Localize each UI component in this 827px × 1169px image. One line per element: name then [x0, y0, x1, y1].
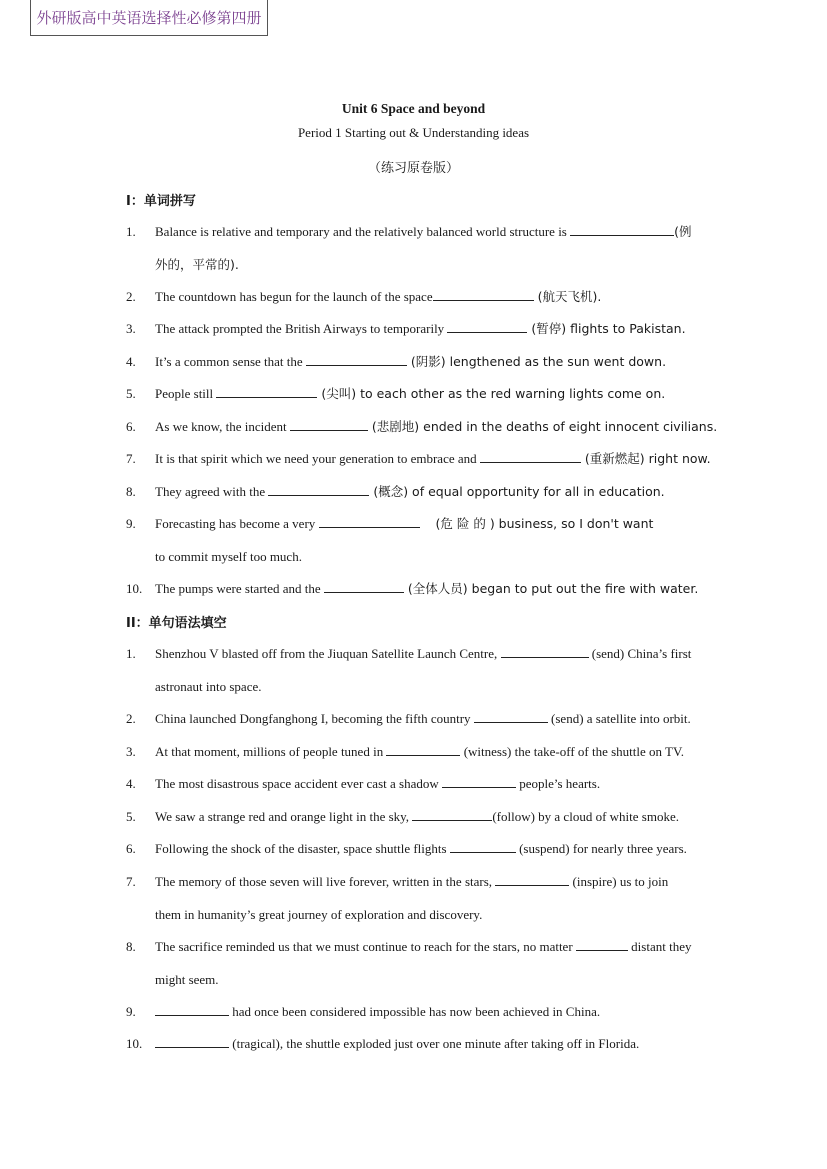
s2-question-6 — [126, 832, 754, 865]
s2-question-3 — [126, 735, 754, 768]
version-label: （练习原卷版） — [367, 161, 459, 176]
question-hint: (尖叫) to each other as the red warning lights come on. — [317, 386, 666, 401]
question-text: It’s a common sense that the — [155, 354, 306, 369]
answer-blank[interactable] — [501, 645, 589, 658]
question-hint: (全体人员) began to put out the fire with water. — [403, 581, 699, 596]
s1-question-5 — [126, 377, 754, 410]
question-text: We saw a strange red and orange light in the sky, — [155, 809, 413, 824]
answer-blank[interactable] — [442, 775, 516, 788]
question-number: 4. — [126, 776, 136, 791]
question-text: At that moment, millions of people tuned in — [155, 744, 387, 759]
answer-blank[interactable] — [324, 580, 404, 593]
header-label: 外研版高中英语选择性必修第四册 — [36, 9, 262, 27]
question-number: 5. — [126, 809, 136, 824]
s1-question-7 — [126, 442, 754, 475]
s1-question-10 — [126, 572, 754, 605]
question-text: (send) a satellite into orbit. — [547, 711, 691, 726]
answer-blank[interactable] — [319, 515, 420, 528]
s2-question-10 — [126, 1027, 754, 1060]
answer-blank[interactable] — [268, 483, 369, 496]
answer-blank[interactable] — [570, 223, 674, 236]
question-text-cont: might seem. — [155, 972, 219, 987]
question-number: 4. — [126, 354, 136, 369]
question-text: The sacrifice reminded us that we must continue to reach for the stars, no matter — [155, 939, 576, 954]
answer-blank[interactable] — [290, 418, 368, 431]
question-text: The pumps were started and the — [155, 581, 324, 596]
question-number: 2. — [126, 711, 136, 726]
question-text-cont: them in humanity’s great journey of exploration and discovery. — [155, 907, 483, 922]
question-hint: (危 险 的 ) business, so I don't want — [435, 516, 654, 531]
question-text: As we know, the incident — [155, 419, 290, 434]
section-2-heading: II：单句语法填空 — [126, 616, 227, 631]
question-number: 5. — [126, 386, 136, 401]
question-number: 7. — [126, 451, 136, 466]
question-number: 8. — [126, 939, 136, 954]
s1-question-1 — [126, 215, 754, 281]
s2-question-7 — [126, 865, 754, 931]
question-text: (suspend) for nearly three years. — [515, 841, 687, 856]
s2-question-8 — [126, 930, 754, 996]
s1-question-4 — [126, 345, 754, 378]
answer-blank[interactable] — [386, 743, 460, 756]
question-number: 9. — [126, 516, 136, 531]
question-text: It is that spirit which we need your generation to embrace and — [155, 451, 480, 466]
answer-blank[interactable] — [474, 710, 548, 723]
question-text-cont: 外的，平常的). — [155, 257, 239, 272]
question-number: 6. — [126, 841, 136, 856]
question-number: 8. — [126, 484, 136, 499]
question-text: The attack prompted the British Airways to temporarily — [155, 321, 448, 336]
question-text: They agreed with the — [155, 484, 269, 499]
question-number: 10. — [126, 1036, 143, 1051]
question-number: 7. — [126, 874, 136, 889]
question-text: Forecasting has become a very — [155, 516, 319, 531]
question-text: people’s hearts. — [515, 776, 601, 791]
s1-question-8 — [126, 475, 754, 508]
s2-question-2 — [126, 702, 754, 735]
question-hint: (例 — [674, 224, 692, 239]
question-number: 1. — [126, 224, 136, 239]
question-text-cont: astronaut into space. — [155, 679, 262, 694]
question-number: 1. — [126, 646, 136, 661]
question-text: The memory of those seven will live forever, written in the stars, — [155, 874, 496, 889]
s2-question-1 — [126, 637, 754, 703]
question-hint: (阴影) lengthened as the sun went down. — [406, 354, 667, 369]
question-number: 3. — [126, 744, 136, 759]
answer-blank[interactable] — [480, 450, 581, 463]
question-number: 6. — [126, 419, 136, 434]
s1-question-9 — [126, 507, 754, 573]
question-text: People still — [155, 386, 217, 401]
section-1-heading: I：单词拼写 — [126, 194, 196, 209]
answer-blank[interactable] — [576, 938, 628, 951]
s2-question-5 — [126, 800, 754, 833]
answer-blank[interactable] — [155, 1003, 229, 1016]
question-text: (follow) by a cloud of white smoke. — [492, 809, 679, 824]
question-text: (inspire) us to join — [569, 874, 669, 889]
question-number: 3. — [126, 321, 136, 336]
question-hint: (航天飞机). — [533, 289, 602, 304]
answer-blank[interactable] — [447, 320, 527, 333]
question-hint: (暂停) flights to Pakistan. — [527, 321, 686, 336]
answer-blank[interactable] — [495, 873, 569, 886]
s1-question-6 — [126, 410, 754, 443]
s2-question-9 — [126, 995, 754, 1028]
question-hint: (概念) of equal opportunity for all in education. — [369, 484, 665, 499]
s1-question-3 — [126, 312, 754, 345]
answer-blank[interactable] — [450, 840, 516, 853]
answer-blank[interactable] — [412, 808, 492, 821]
answer-blank[interactable] — [155, 1035, 229, 1048]
unit-title: Unit 6 Space and beyond — [341, 101, 486, 116]
header-label-box — [30, 0, 268, 36]
question-text: (witness) the take-off of the shuttle on TV. — [460, 744, 684, 759]
question-number: 10. — [126, 581, 143, 596]
question-text: China launched Dongfanghong I, becoming the fifth country — [155, 711, 474, 726]
question-text: (tragical), the shuttle exploded just over one minute after taking off in Florida. — [229, 1036, 640, 1051]
question-text: The most disastrous space accident ever cast a shadow — [155, 776, 442, 791]
question-text: The countdown has begun for the launch of the space — [155, 289, 433, 304]
question-hint: (重新燃起) right now. — [580, 451, 711, 466]
question-text: had once been considered impossible has now been achieved in China. — [229, 1004, 601, 1019]
answer-blank[interactable] — [433, 288, 534, 301]
s2-question-4 — [126, 767, 754, 800]
question-text-cont: to commit myself too much. — [155, 549, 302, 564]
question-text: Balance is relative and temporary and the relatively balanced world structure is — [155, 224, 571, 239]
answer-blank[interactable] — [306, 353, 407, 366]
period-title: Period 1 Starting out & Understanding ideas — [297, 125, 530, 140]
question-text: (send) China’s first — [588, 646, 692, 661]
question-text: distant they — [627, 939, 692, 954]
answer-blank[interactable] — [216, 385, 317, 398]
question-text: Following the shock of the disaster, space shuttle flights — [155, 841, 450, 856]
s1-question-2 — [126, 280, 754, 313]
question-hint: (悲剧地) ended in the deaths of eight innocent civilians. — [367, 419, 718, 434]
question-text: Shenzhou V blasted off from the Jiuquan Satellite Launch Centre, — [155, 646, 501, 661]
question-number: 2. — [126, 289, 136, 304]
question-number: 9. — [126, 1004, 136, 1019]
